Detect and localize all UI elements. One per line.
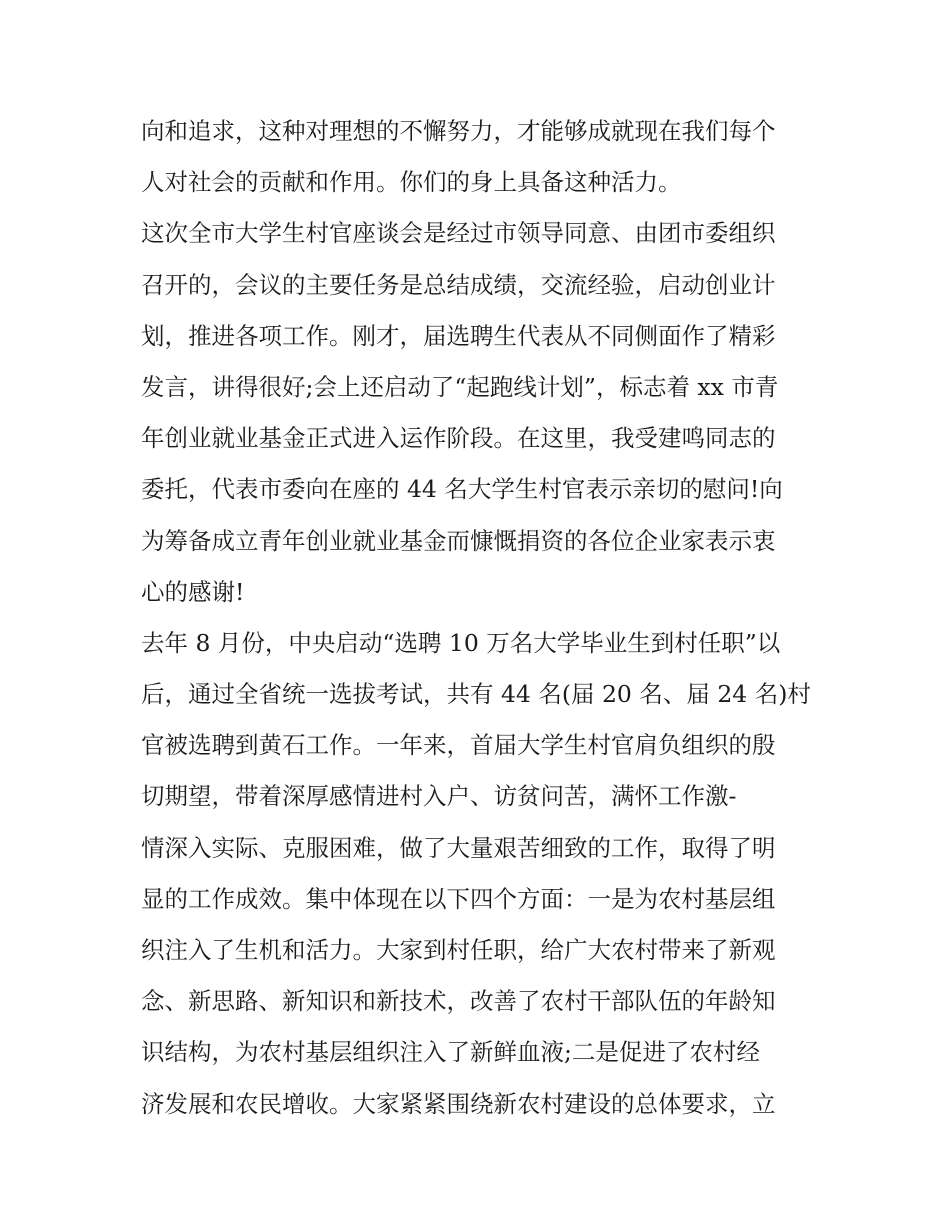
text-line: 情深入实际、克服困难，做了大量艰苦细致的工作，取得了明 (141, 833, 776, 862)
text-line: 年创业就业基金正式进入运作阶段。在这里，我受建鸣同志的 (141, 424, 776, 453)
text-line: 委托，代表市委向在座的 44 名大学生村官表示亲切的慰问!向 (141, 475, 783, 504)
text-line: 识结构，为农村基层组织注入了新鲜血液;二是促进了农村经 (141, 1038, 760, 1067)
text-line: 这次全市大学生村官座谈会是经过市领导同意、由团市委组织 (141, 219, 776, 248)
text-line: 发言，讲得很好;会上还启动了“起跑线计划”，标志着 xx 市青 (141, 372, 779, 401)
text-line: 人对社会的贡献和作用。你们的身上具备这种活力。 (141, 168, 682, 197)
text-line: 去年 8 月份，中央启动“选聘 10 万名大学毕业生到村任职”以 (141, 628, 781, 657)
text-line: 心的感谢! (141, 577, 245, 606)
text-line: 官被选聘到黄石工作。一年来，首届大学生村官肩负组织的殷 (141, 731, 776, 760)
text-line: 念、新思路、新知识和新技术，改善了农村干部队伍的年龄知 (141, 987, 776, 1016)
text-line: 济发展和农民增收。大家紧紧围绕新农村建设的总体要求，立 (141, 1089, 776, 1118)
text-line: 显的工作成效。集中体现在以下四个方面：一是为农村基层组 (141, 884, 776, 913)
text-line: 为筹备成立青年创业就业基金而慷慨捐资的各位企业家表示衷 (141, 526, 776, 555)
body-text (141, 106, 821, 1130)
text-line: 向和追求，这种对理想的不懈努力，才能够成就现在我们每个 (141, 117, 776, 145)
text-line: 后，通过全省统一选拔考试，共有 44 名(届 20 名、届 24 名)村 (141, 680, 811, 709)
text-line: 织注入了生机和活力。大家到村任职，给广大农村带来了新观 (141, 936, 776, 964)
text-line: 切期望，带着深厚感情进村入户、访贫问苦，满怀工作激- (141, 782, 737, 811)
text-line: 划，推进各项工作。刚才，届选聘生代表从不同侧面作了精彩 (141, 321, 776, 350)
text-line: 召开的，会议的主要任务是总结成绩，交流经验，启动创业计 (141, 270, 776, 299)
